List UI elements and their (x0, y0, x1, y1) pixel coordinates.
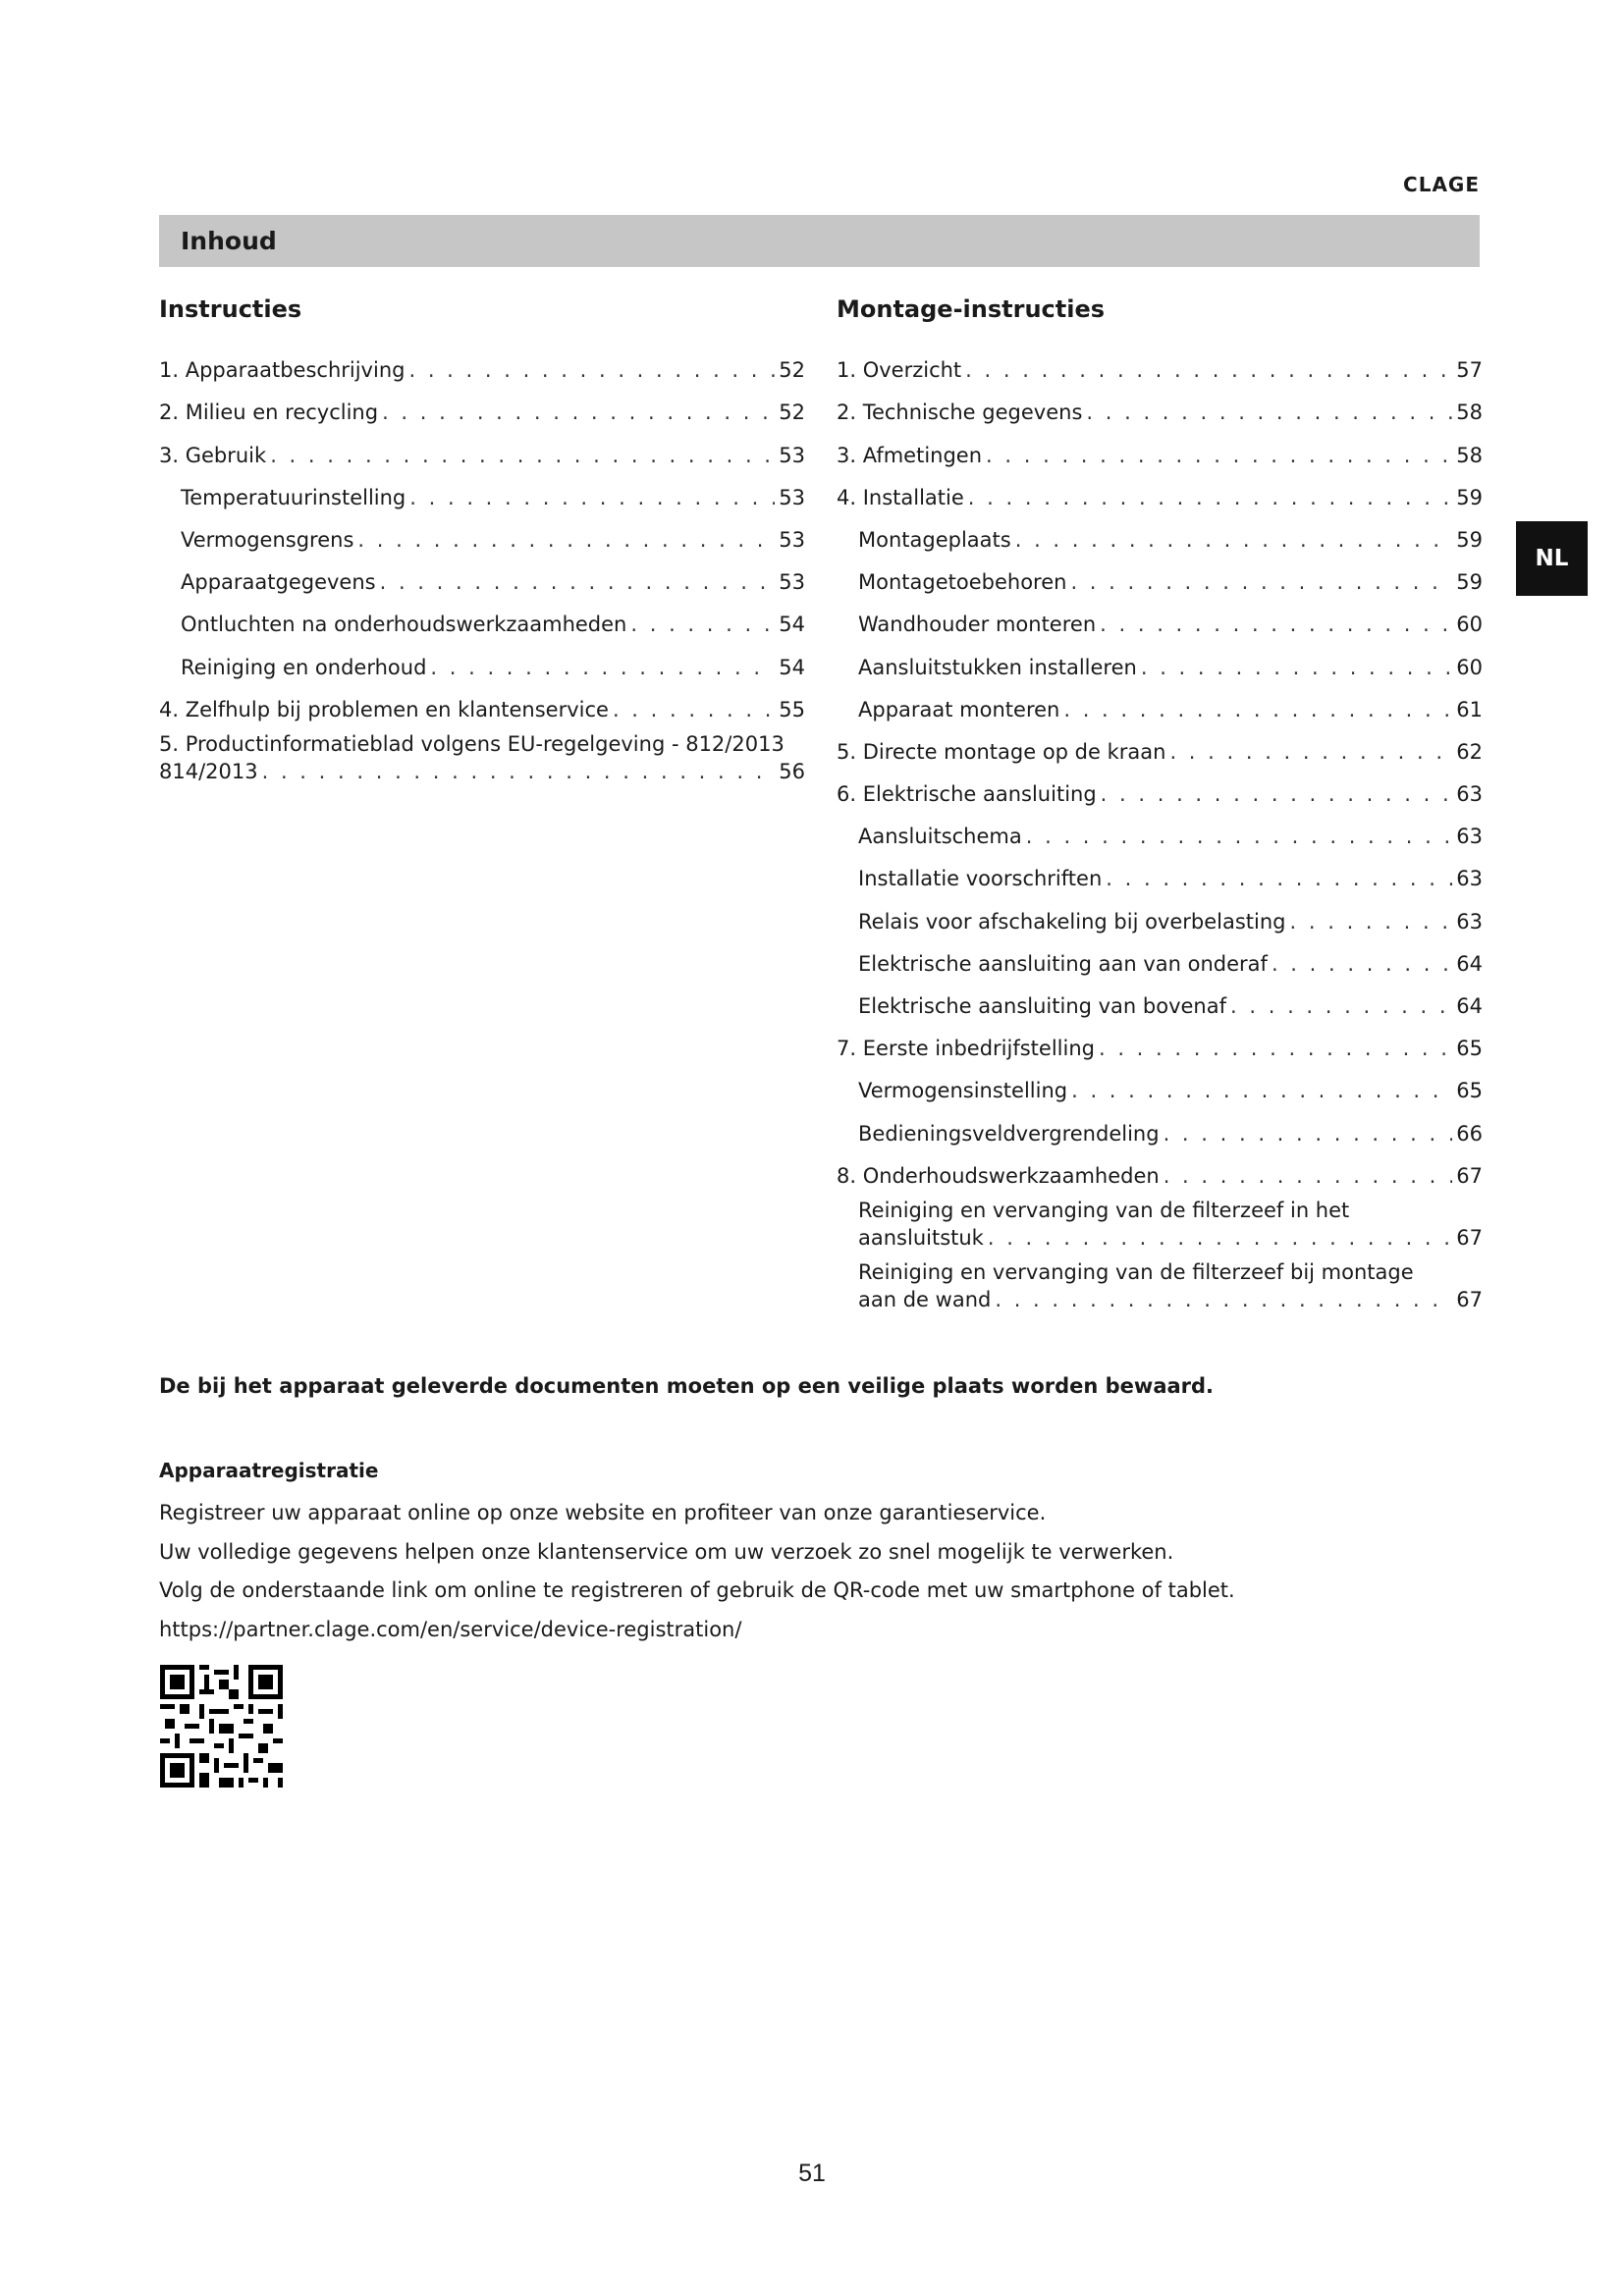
toc-entry[interactable] (837, 1020, 1483, 1062)
registration-title: Apparaatregistratie (159, 1459, 379, 1482)
toc-entry-label: Reiniging en onderhoud (181, 655, 427, 679)
dot-leader (630, 611, 775, 638)
toc-entry[interactable] (837, 1252, 1483, 1313)
toc-entry-continuation (858, 1286, 1483, 1313)
toc-column-instructions (159, 294, 805, 785)
dot-leader (968, 484, 1452, 511)
toc-entry-label: Installatie voorschriften (858, 867, 1103, 891)
toc-entry-label: Montageplaats (858, 527, 1011, 552)
toc-entry-label: 5. Productinformatieblad volgens EU-regelgeving - 812/2013 (159, 731, 785, 756)
toc-entry-page: 65 (1456, 1037, 1483, 1061)
toc-entry-page: 52 (779, 400, 805, 425)
toc-entry-page: 62 (1456, 739, 1483, 764)
toc-entry[interactable] (837, 723, 1483, 766)
toc-entry[interactable] (837, 1104, 1483, 1147)
dot-leader (1086, 399, 1452, 426)
dot-leader (1141, 654, 1452, 681)
toc-entry-page: 59 (1456, 527, 1483, 552)
toc-entry-page: 64 (1456, 994, 1483, 1018)
toc-entry[interactable] (837, 469, 1483, 511)
toc-entry[interactable] (159, 342, 805, 384)
toc-entry-page: 63 (1456, 909, 1483, 934)
registration-line: Volg de onderstaande link om online te registreren of gebruik de QR-code met uw smartphone of tablet. (159, 1578, 1235, 1602)
toc-entry-continuation (159, 758, 805, 785)
dot-leader (409, 484, 775, 511)
toc-entry-page: 61 (1456, 697, 1483, 721)
dot-leader (1063, 696, 1452, 723)
toc-list (159, 342, 805, 785)
dot-leader (1164, 1162, 1453, 1190)
toc-entry[interactable] (837, 766, 1483, 808)
dot-leader (988, 1224, 1452, 1252)
toc-entry-page: 59 (1456, 485, 1483, 509)
toc-entry-page: 60 (1456, 655, 1483, 679)
dot-leader (1272, 950, 1452, 978)
toc-entry-page: 54 (779, 655, 805, 679)
toc-entry[interactable] (837, 808, 1483, 850)
toc-entry[interactable] (837, 384, 1483, 426)
toc-entry-label: 6. Elektrische aansluiting (837, 782, 1097, 807)
dot-leader (270, 442, 775, 469)
toc-entry-label: Vermogensinstelling (858, 1079, 1068, 1103)
toc-entry-label: 8. Onderhoudswerkzaamheden (837, 1163, 1160, 1188)
toc-entry-label: Reiniging en vervanging van de filterzeef bij montage (858, 1259, 1414, 1284)
toc-entry-label: aan de wand (858, 1287, 992, 1311)
toc-entry-label: 5. Directe montage op de kraan (837, 739, 1166, 764)
toc-entry[interactable] (159, 384, 805, 426)
toc-entry-page: 57 (1456, 358, 1483, 383)
toc-entry-label: 1. Overzicht (837, 358, 962, 383)
toc-entry-page: 65 (1456, 1079, 1483, 1103)
toc-entry[interactable] (159, 681, 805, 723)
toc-entry-label: Temperatuurinstelling (181, 485, 406, 509)
toc-entry-page: 54 (779, 613, 805, 637)
toc-entry-label: aansluitstuk (858, 1225, 984, 1250)
toc-entry-label: Elektrische aansluiting van bovenaf (858, 994, 1227, 1018)
toc-entry-page: 67 (1456, 1287, 1483, 1311)
toc-entry-label: Vermogensgrens (181, 527, 354, 552)
dot-leader (965, 356, 1452, 384)
toc-entry-page: 64 (1456, 951, 1483, 976)
registration-link[interactable]: https://partner.clage.com/en/service/device-registration/ (159, 1617, 742, 1641)
toc-heading: Montage-instructies (837, 295, 1106, 323)
dot-leader (1071, 1077, 1452, 1104)
dot-leader (357, 526, 775, 554)
dot-leader (1026, 823, 1453, 850)
dot-leader (1230, 992, 1452, 1020)
toc-entry-label: Apparaat monteren (858, 697, 1060, 721)
toc-entry-page: 52 (779, 358, 805, 383)
dot-leader (382, 399, 775, 426)
toc-entry-page: 53 (779, 527, 805, 552)
section-title-bar (159, 215, 1480, 267)
toc-entry[interactable] (159, 723, 805, 785)
qr-code-icon[interactable] (160, 1665, 283, 1788)
toc-entry-label: Apparaatgegevens (181, 570, 376, 595)
toc-entry-page: 67 (1456, 1225, 1483, 1250)
dot-leader (1100, 611, 1452, 638)
toc-entry[interactable] (837, 1062, 1483, 1104)
toc-entry-page: 56 (779, 759, 805, 783)
toc-entry-page: 53 (779, 570, 805, 595)
dot-leader (995, 1286, 1452, 1313)
dot-leader (1099, 1035, 1452, 1062)
dot-leader (262, 758, 776, 785)
dot-leader (430, 654, 775, 681)
toc-entry[interactable] (837, 638, 1483, 680)
dot-leader (1164, 1120, 1453, 1148)
dot-leader (1290, 908, 1453, 935)
toc-entry[interactable] (159, 469, 805, 511)
storage-note: De bij het apparaat geleverde documenten moeten op een veilige plaats worden bewaard. (159, 1374, 1215, 1398)
dot-leader (613, 696, 775, 723)
toc-entry-label: 3. Afmetingen (837, 443, 983, 467)
toc-entry[interactable] (837, 1148, 1483, 1190)
toc-entry[interactable] (159, 596, 805, 638)
registration-line: Uw volledige gegevens helpen onze klantenservice om uw verzoek zo snel mogelijk te verwerken. (159, 1539, 1174, 1564)
toc-column-assembly (837, 294, 1483, 1313)
dot-leader (380, 568, 776, 596)
toc-entry-page: 66 (1456, 1121, 1483, 1146)
brand-logo: CLAGE (1403, 173, 1480, 196)
toc-entry-label: 4. Zelfhulp bij problemen en klantenservice (159, 697, 609, 721)
toc-entry[interactable] (837, 935, 1483, 978)
toc-entry-page: 55 (779, 697, 805, 721)
toc-entry-label: 4. Installatie (837, 485, 964, 509)
toc-entry-label: Aansluitstukken installeren (858, 655, 1137, 679)
toc-entry-continuation (858, 1224, 1483, 1252)
toc-entry-page: 58 (1456, 443, 1483, 467)
toc-entry[interactable] (159, 426, 805, 468)
toc-entry-page: 63 (1456, 825, 1483, 849)
toc-entry-label: Bedieningsveldvergrendeling (858, 1121, 1160, 1146)
toc-entry[interactable] (159, 638, 805, 680)
toc-entry-page: 53 (779, 443, 805, 467)
toc-entry-label: 814/2013 (159, 759, 258, 783)
toc-entry-label: 1. Apparaatbeschrijving (159, 358, 406, 383)
toc-entry[interactable] (837, 426, 1483, 468)
toc-entry[interactable] (837, 850, 1483, 892)
toc-entry[interactable] (837, 1190, 1483, 1252)
toc-entry-label: Elektrische aansluiting aan van onderaf (858, 951, 1268, 976)
toc-entry-label: Montagetoebehoren (858, 570, 1067, 595)
dot-leader (986, 442, 1452, 469)
toc-entry[interactable] (159, 554, 805, 596)
toc-entry[interactable] (837, 681, 1483, 723)
page-number: 51 (798, 2160, 826, 2187)
toc-entry-page: 63 (1456, 782, 1483, 807)
toc-entry-label: Reiniging en vervanging van de filterzeef in het (858, 1198, 1350, 1222)
toc-entry-page: 53 (779, 485, 805, 509)
dot-leader (1070, 568, 1452, 596)
dot-leader (1106, 865, 1452, 892)
toc-entry[interactable] (837, 342, 1483, 384)
dot-leader (1169, 738, 1452, 766)
toc-list (837, 342, 1483, 1313)
toc-heading: Instructies (159, 295, 302, 323)
toc-entry[interactable] (837, 554, 1483, 596)
toc-entry-page: 63 (1456, 867, 1483, 891)
toc-entry[interactable] (837, 892, 1483, 934)
toc-entry-label: 7. Eerste inbedrijfstelling (837, 1037, 1095, 1061)
toc-entry-label: Ontluchten na onderhoudswerkzaamheden (181, 613, 627, 637)
toc-entry-label: Relais voor afschakeling bij overbelasting (858, 909, 1286, 934)
language-tab[interactable]: NL (1516, 521, 1588, 596)
toc-entry-label: Aansluitschema (858, 825, 1022, 849)
toc-entry[interactable] (837, 978, 1483, 1020)
toc-entry-page: 59 (1456, 570, 1483, 595)
dot-leader (1101, 780, 1453, 808)
dot-leader (408, 356, 775, 384)
dot-leader (1015, 526, 1453, 554)
toc-entry-label: 2. Milieu en recycling (159, 400, 379, 425)
toc-entry[interactable] (159, 511, 805, 554)
toc-entry-page: 60 (1456, 613, 1483, 637)
registration-line: Registreer uw apparaat online op onze website en profiteer van onze garantieservice. (159, 1501, 1047, 1524)
toc-entry-label: 3. Gebruik (159, 443, 267, 467)
toc-entry-page: 58 (1456, 400, 1483, 425)
toc-entry[interactable] (837, 596, 1483, 638)
section-title: Inhoud (181, 227, 277, 255)
toc-entry[interactable] (837, 511, 1483, 554)
toc-entry-label: Wandhouder monteren (858, 613, 1097, 637)
toc-entry-label: 2. Technische gegevens (837, 400, 1083, 425)
registration-text (159, 1494, 1235, 1649)
toc-entry-page: 67 (1456, 1163, 1483, 1188)
